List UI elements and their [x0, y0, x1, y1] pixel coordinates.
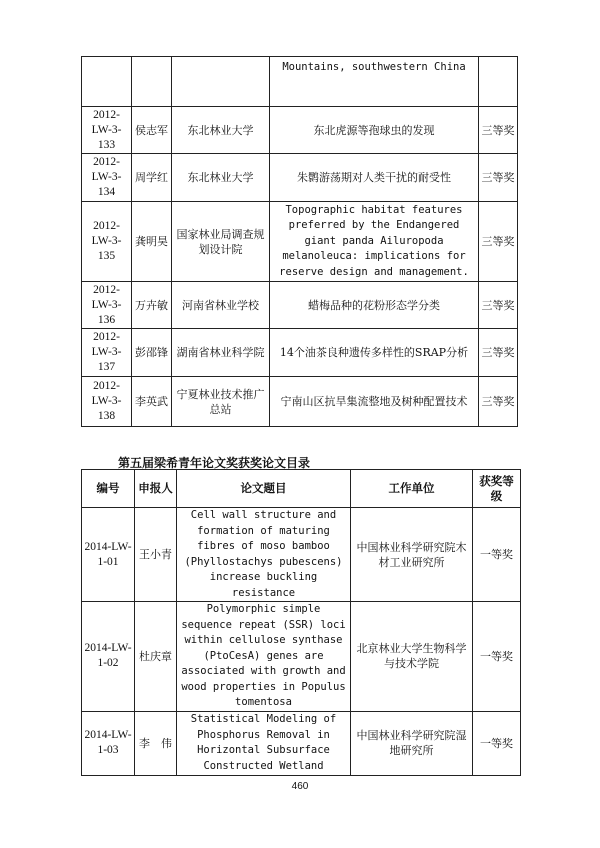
header-name: 申报人 [135, 470, 177, 508]
award-level: 三等奖 [479, 329, 518, 377]
applicant-name: 侯志军 [132, 107, 172, 154]
header-title: 论文题目 [177, 470, 351, 508]
paper-title: Topographic habitat features preferred by the Endangered giant panda Ailuropoda melanoleuca: implications for reserve design and management. [270, 202, 479, 282]
work-unit: 国家林业局调查规划设计院 [172, 202, 270, 282]
award-code: 2012-LW-3-133 [82, 107, 132, 154]
work-unit: 北京林业大学生物科学与技术学院 [351, 602, 473, 712]
paper-title: Polymorphic simple sequence repeat (SSR) loci within cellulose synthase (PtoCesA) genes are associated with growth and wood properties in Populus tomentosa [177, 602, 351, 712]
award-level: 一等奖 [473, 711, 521, 775]
applicant-name: 周学红 [132, 154, 172, 202]
award-code: 2012-LW-3-136 [82, 282, 132, 329]
table-row [82, 107, 518, 154]
paper-title: 东北虎源等孢球虫的发现 [270, 107, 479, 154]
page-number: 460 [291, 781, 309, 792]
work-unit: 中国林业科学研究院木材工业研究所 [351, 508, 473, 602]
header-code: 编号 [82, 470, 135, 508]
award-table [81, 469, 521, 776]
table-row [82, 57, 518, 107]
table-header-row [82, 470, 521, 508]
table-row [82, 202, 518, 282]
table-row [82, 154, 518, 202]
award-code: 2012-LW-3-134 [82, 154, 132, 202]
applicant-name: 万卉敏 [132, 282, 172, 329]
award-table-continued [81, 56, 518, 427]
award-code: 2014-LW-1-03 [82, 711, 135, 775]
applicant-name: 彭邵锋 [132, 329, 172, 377]
table-row [82, 602, 521, 712]
section-title: 第五届梁希青年论文奖获奖论文目录 [118, 456, 311, 470]
award-code: 2012-LW-3-138 [82, 377, 132, 427]
award-code: 2012-LW-3-137 [82, 329, 132, 377]
paper-title: Cell wall structure and formation of maturing fibres of moso bamboo (Phyllostachys pubescens) increase buckling resistance [177, 508, 351, 602]
award-level: 三等奖 [479, 282, 518, 329]
applicant-name: 王小青 [135, 508, 177, 602]
award-level: 一等奖 [473, 508, 521, 602]
table-row [82, 377, 518, 427]
table-row [82, 282, 518, 329]
award-level: 三等奖 [479, 377, 518, 427]
table-row [82, 508, 521, 602]
table-row [82, 711, 521, 775]
paper-title: 宁南山区抗旱集流整地及树种配置技术 [270, 377, 479, 427]
work-unit: 宁夏林业技术推广总站 [172, 377, 270, 427]
paper-title: Statistical Modeling of Phosphorus Removal in Horizontal Subsurface Constructed Wetland [177, 711, 351, 775]
table-row [82, 329, 518, 377]
work-unit: 东北林业大学 [172, 154, 270, 202]
applicant-name: 李英武 [132, 377, 172, 427]
header-award: 获奖等级 [473, 470, 521, 508]
award-level: 三等奖 [479, 202, 518, 282]
applicant-name: 李 伟 [135, 711, 177, 775]
header-unit: 工作单位 [351, 470, 473, 508]
award-level: 一等奖 [473, 602, 521, 712]
award-level: 三等奖 [479, 154, 518, 202]
award-code: 2012-LW-3-135 [82, 202, 132, 282]
work-unit: 河南省林业学校 [172, 282, 270, 329]
paper-title: 蜡梅品种的花粉形态学分类 [270, 282, 479, 329]
work-unit: 湖南省林业科学院 [172, 329, 270, 377]
paper-title: Mountains, southwestern China [270, 57, 479, 107]
work-unit: 中国林业科学研究院湿地研究所 [351, 711, 473, 775]
award-code: 2014-LW-1-02 [82, 602, 135, 712]
award-code: 2014-LW-1-01 [82, 508, 135, 602]
award-level: 三等奖 [479, 107, 518, 154]
paper-title: 朱鹮游荡期对人类干扰的耐受性 [270, 154, 479, 202]
work-unit: 东北林业大学 [172, 107, 270, 154]
applicant-name: 龚明昊 [132, 202, 172, 282]
paper-title: 14个油茶良种遗传多样性的SRAP分析 [270, 329, 479, 377]
applicant-name: 杜庆章 [135, 602, 177, 712]
